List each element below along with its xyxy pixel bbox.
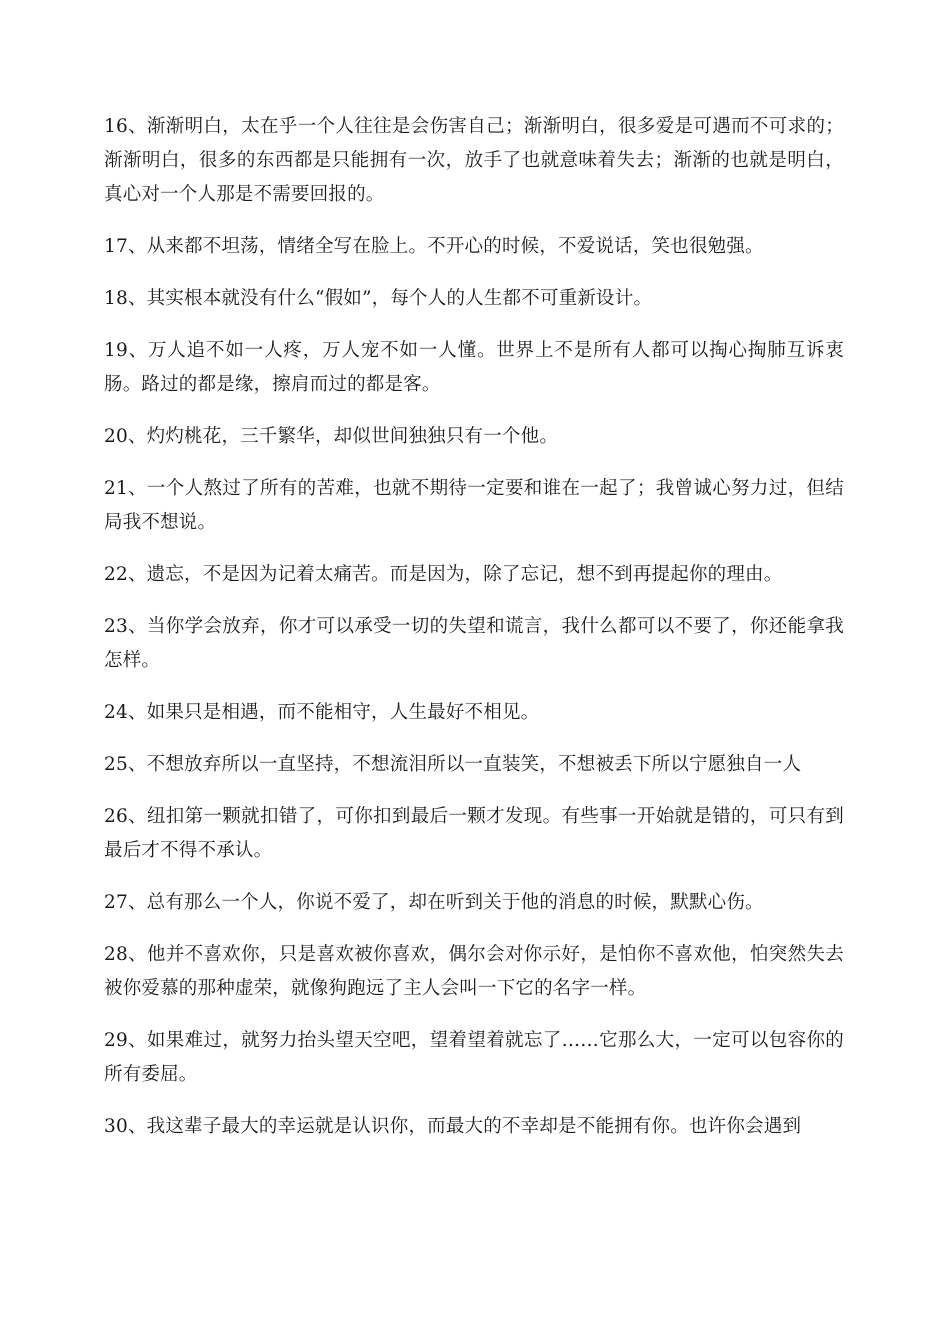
paragraph-23: 23、当你学会放弃，你才可以承受一切的失望和谎言，我什么都可以不要了，你还能拿我怎样。 [104,616,844,671]
paragraph-20: 20、灼灼桃花，三千繁华，却似世间独独只有一个他。 [104,426,559,447]
paragraph-25: 25、不想放弃所以一直坚持，不想流泪所以一直装笑，不想被丢下所以宁愿独自一人 [104,754,802,775]
paragraph-26: 26、纽扣第一颗就扣错了，可你扣到最后一颗才发现。有些事一开始就是错的，可只有到最后才不得不承认。 [104,806,844,861]
paragraph-30: 30、我这辈子最大的幸运就是认识你，而最大的不幸却是不能拥有你。也许你会遇到 [104,1116,802,1137]
paragraph-29: 29、如果难过，就努力抬头望天空吧，望着望着就忘了……它那么大，一定可以包容你的所有委屈。 [104,1030,844,1085]
paragraph-24: 24、如果只是相遇，而不能相守，人生最好不相见。 [104,702,540,723]
paragraph-17: 17、从来都不坦荡，情绪全写在脸上。不开心的时候，不爱说话，笑也很勉强。 [104,236,764,257]
paragraph-28: 28、他并不喜欢你，只是喜欢被你喜欢，偶尔会对你示好，是怕你不喜欢他，怕突然失去被你爱慕的那种虚荣，就像狗跑远了主人会叫一下它的名字一样。 [104,944,844,999]
paragraph-18: 18、其实根本就没有什么“假如”，每个人的人生都不可重新设计。 [104,288,653,309]
document-body [104,110,844,1162]
paragraph-19: 19、万人追不如一人疼，万人宠不如一人懂。世界上不是所有人都可以掏心掏肺互诉衷肠。路过的都是缘，擦肩而过的都是客。 [104,340,844,395]
paragraph-22: 22、遗忘，不是因为记着太痛苦。而是因为，除了忘记，想不到再提起你的理由。 [104,564,783,585]
paragraph-16: 16、渐渐明白，太在乎一个人往往是会伤害自己；渐渐明白，很多爱是可遇而不可求的；渐渐明白，很多的东西都是只能拥有一次，放手了也就意味着失去；渐渐的也就是明白，真心对一个人那是不需要回报的。 [104,116,844,205]
paragraph-21: 21、一个人熬过了所有的苦难，也就不期待一定要和谁在一起了；我曾诚心努力过，但结局我不想说。 [104,478,844,533]
paragraph-27: 27、总有那么一个人，你说不爱了，却在听到关于他的消息的时候，默默心伤。 [104,892,764,913]
